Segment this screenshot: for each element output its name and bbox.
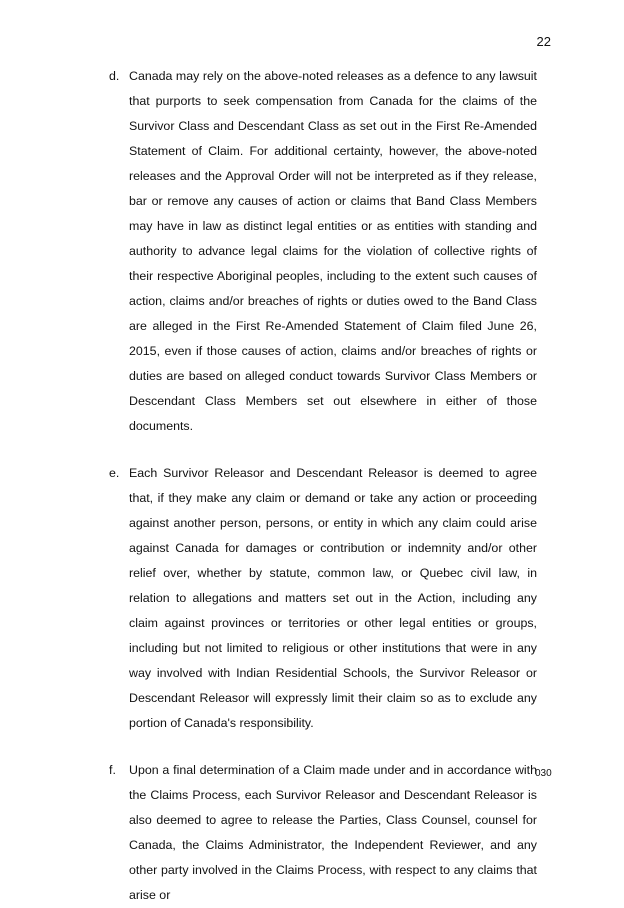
page-number: 22 — [536, 34, 551, 49]
clause-list — [109, 64, 537, 908]
clause-item-f — [109, 758, 537, 908]
clause-item-e — [109, 461, 537, 736]
document-number: 030 — [535, 768, 552, 779]
clause-text: Upon a final determination of a Claim made under and in accordance with the Claims Process, each Survivor Releasor and Descendant Releasor is also deemed to agree to release the Parties, Class Counsel, counsel for Canada, the Claims Administrator, the Independent Reviewer, and any other party involved in the Claims Process, with respect to any claims that arise or — [129, 763, 537, 902]
clause-marker: f. — [109, 763, 116, 777]
clause-marker: e. — [109, 466, 120, 480]
clause-text: Canada may rely on the above-noted releases as a defence to any lawsuit that purports to seek compensation from Canada for the claims of the Survivor Class and Descendant Class as set out in the First Re-Amended Statement of Claim. For additional certainty, however, the above-noted releases and the Approval Order will not be interpreted as if they release, bar or remove any causes of action or claims that Band Class Members may have in law as distinct legal entities or as entities with standing and authority to advance legal claims for the violation of collective rights of their respective Aboriginal peoples, including to the extent such causes of action, claims and/or breaches of rights or duties owed to the Band Class are alleged in the First Re-Amended Statement of Claim filed June 26, 2015, even if those causes of action, claims and/or breaches of rights or duties are based on alleged conduct towards Survivor Class Members or Descendant Class Members set out elsewhere in either of those documents. — [129, 69, 537, 433]
clause-item-d — [109, 64, 537, 439]
clause-text: Each Survivor Releasor and Descendant Releasor is deemed to agree that, if they make any claim or demand or take any action or proceeding against another person, persons, or entity in which any claim could arise against Canada for damages or contribution or indemnity and/or other relief over, whether by statute, common law, or Quebec civil law, in relation to allegations and matters set out in the Action, including any claim against provinces or territories or other legal entities or groups, including but not limited to religious or other institutions that were in any way involved with Indian Residential Schools, the Survivor Releasor or Descendant Releasor will expressly limit their claim so as to exclude any portion of Canada's responsibility. — [129, 466, 537, 730]
clause-marker: d. — [109, 69, 120, 83]
